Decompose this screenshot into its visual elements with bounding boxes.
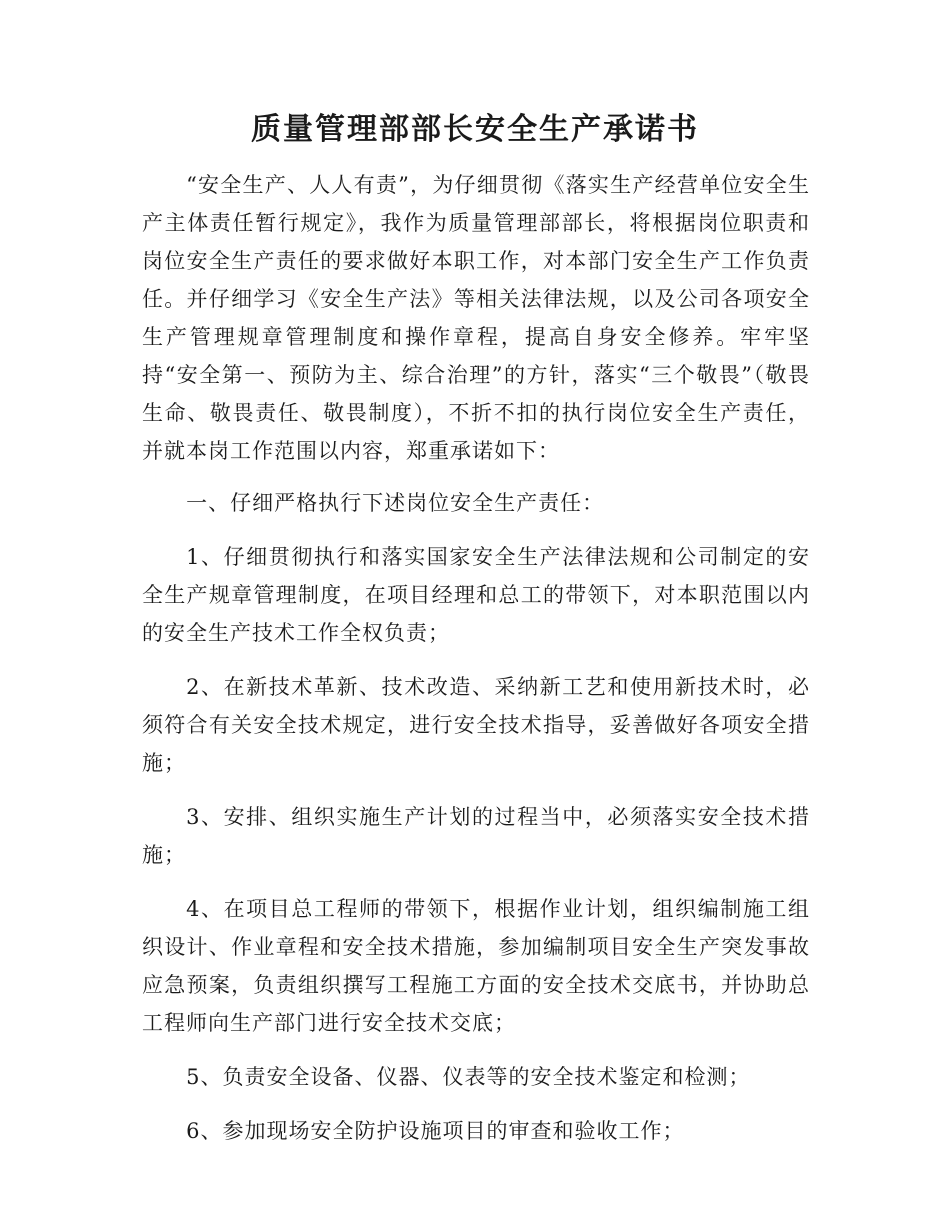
list-item: 6、参加现场安全防护设施项目的审查和验收工作； [186,1119,685,1143]
list-item: 2、在新技术革新、技术改造、采纳新工艺和使用新技术时，必须符合有关安全技术规定，进行安全技术指导，妥善做好各项安全措施； [142,675,810,775]
list-item: 5、负责安全设备、仪器、仪表等的安全技术鉴定和检测； [186,1065,751,1089]
document-title: 质量管理部部长安全生产承诺书 [251,112,699,147]
list-item: 4、在项目总工程师的带领下，根据作业计划，组织编制施工组织设计、作业章程和安全技术措施，参加编制项目安全生产突发事故应急预案，负责组织撰写工程施工方面的安全技术交底书，并协助总工程师向生产部门进行安全技术交底； [142,897,810,1035]
intro-paragraph: “安全生产、人人有责”，为仔细贯彻《落实生产经营单位安全生产主体责任暂行规定》，我作为质量管理部部长，将根据岗位职责和岗位安全生产责任的要求做好本职工作，对本部门安全生产工作负责任。并仔细学习《安全生产法》等相关法律法规，以及公司各项安全生产管理规章管理制度和操作章程，提高自身安全修养。牢牢坚持“安全第一、预防为主、综合治理”的方针，落实“三个敬畏”（敬畏生命、敬畏责任、敬畏制度），不折不扣的执行岗位安全生产责任，并就本岗工作范围以内容，郑重承诺如下： [142,173,810,463]
document-body [142,166,810,1166]
list-item: 3、安排、组织实施生产计划的过程当中，必须落实安全技术措施； [142,805,810,867]
list-item: 1、仔细贯彻执行和落实国家安全生产法律法规和公司制定的安全生产规章管理制度，在项目经理和总工的带领下，对本职范围以内的安全生产技术工作全权负责； [142,545,810,645]
section-heading: 一、仔细严格执行下述岗位安全生产责任： [186,491,605,515]
